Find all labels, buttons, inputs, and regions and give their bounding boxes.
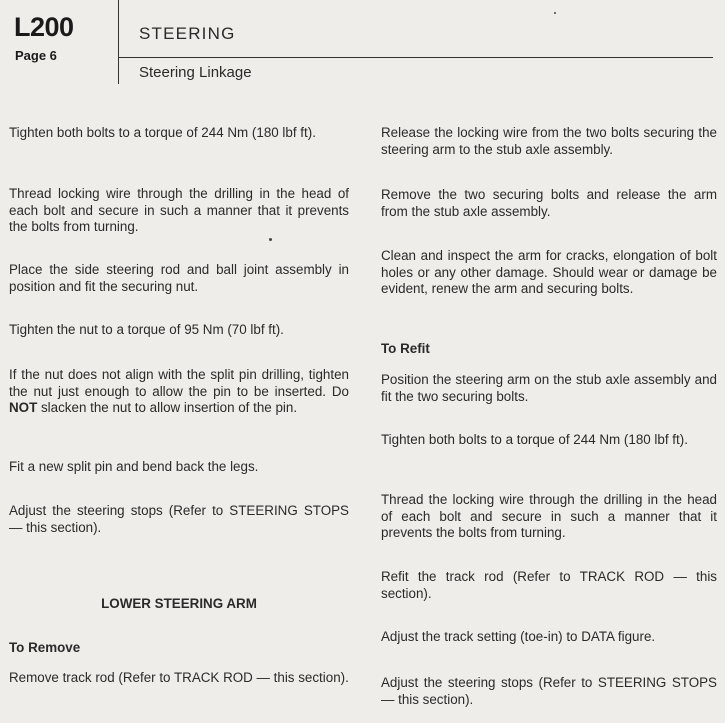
paragraph: Position the steering arm on the stub axle assembly and fit the two securing bolts.: [381, 372, 717, 404]
paragraph-text: slacken the nut to allow insertion of the pin.: [37, 400, 298, 415]
print-speck: [269, 238, 272, 241]
paragraph-text: If the nut does not align with the split pin drilling, tighten the nut just enough to allow the pin to be inserted. Do: [9, 367, 349, 399]
paragraph: Thread the locking wire through the drilling in the head of each bolt and secure in such a manner that it prevents the bolts from turning.: [381, 492, 717, 540]
paragraph: Thread locking wire through the drilling in the head of each bolt and secure in such a manner that it prevents the bolts from turning.: [9, 186, 349, 234]
paragraph: Clean and inspect the arm for cracks, elongation of bolt holes or any other damage. Should wear or damage be evident, renew the arm and securing bolts.: [381, 248, 717, 296]
paragraph: Release the locking wire from the two bolts securing the steering arm to the stub axle assembly.: [381, 125, 717, 157]
page-number: Page 6: [15, 48, 57, 63]
emphasis-text: NOT: [9, 400, 38, 415]
model-title: L200: [14, 12, 74, 42]
subsection-title: Steering Linkage: [139, 64, 252, 81]
paragraph: Refit the track rod (Refer to TRACK ROD — this section).: [381, 569, 717, 601]
header-vertical-divider: [118, 0, 119, 84]
paragraph: Tighten both bolts to a torque of 244 Nm (180 lbf ft).: [381, 432, 688, 447]
print-speck: [554, 12, 556, 14]
section-title: STEERING: [139, 24, 236, 43]
paragraph: [9, 367, 349, 417]
to-refit-heading: To Refit: [381, 341, 430, 356]
lower-steering-arm-heading: LOWER STEERING ARM: [101, 596, 257, 611]
paragraph: Fit a new split pin and bend back the legs.: [9, 459, 259, 474]
to-remove-heading: To Remove: [9, 640, 81, 655]
paragraph: Adjust the steering stops (Refer to STEERING STOPS — this section).: [381, 675, 717, 707]
paragraph: Tighten the nut to a torque of 95 Nm (70 lbf ft).: [9, 322, 284, 337]
paragraph: Remove the two securing bolts and release the arm from the stub axle assembly.: [381, 187, 717, 219]
paragraph: Tighten both bolts to a torque of 244 Nm (180 lbf ft).: [9, 125, 316, 140]
paragraph: Adjust the steering stops (Refer to STEERING STOPS — this section).: [9, 503, 349, 535]
header-horizontal-divider: [118, 57, 713, 58]
paragraph: Remove track rod (Refer to TRACK ROD — this section).: [9, 670, 349, 685]
paragraph: Place the side steering rod and ball joint assembly in position and fit the securing nut.: [9, 262, 349, 294]
paragraph: Adjust the track setting (toe-in) to DATA figure.: [381, 629, 656, 644]
